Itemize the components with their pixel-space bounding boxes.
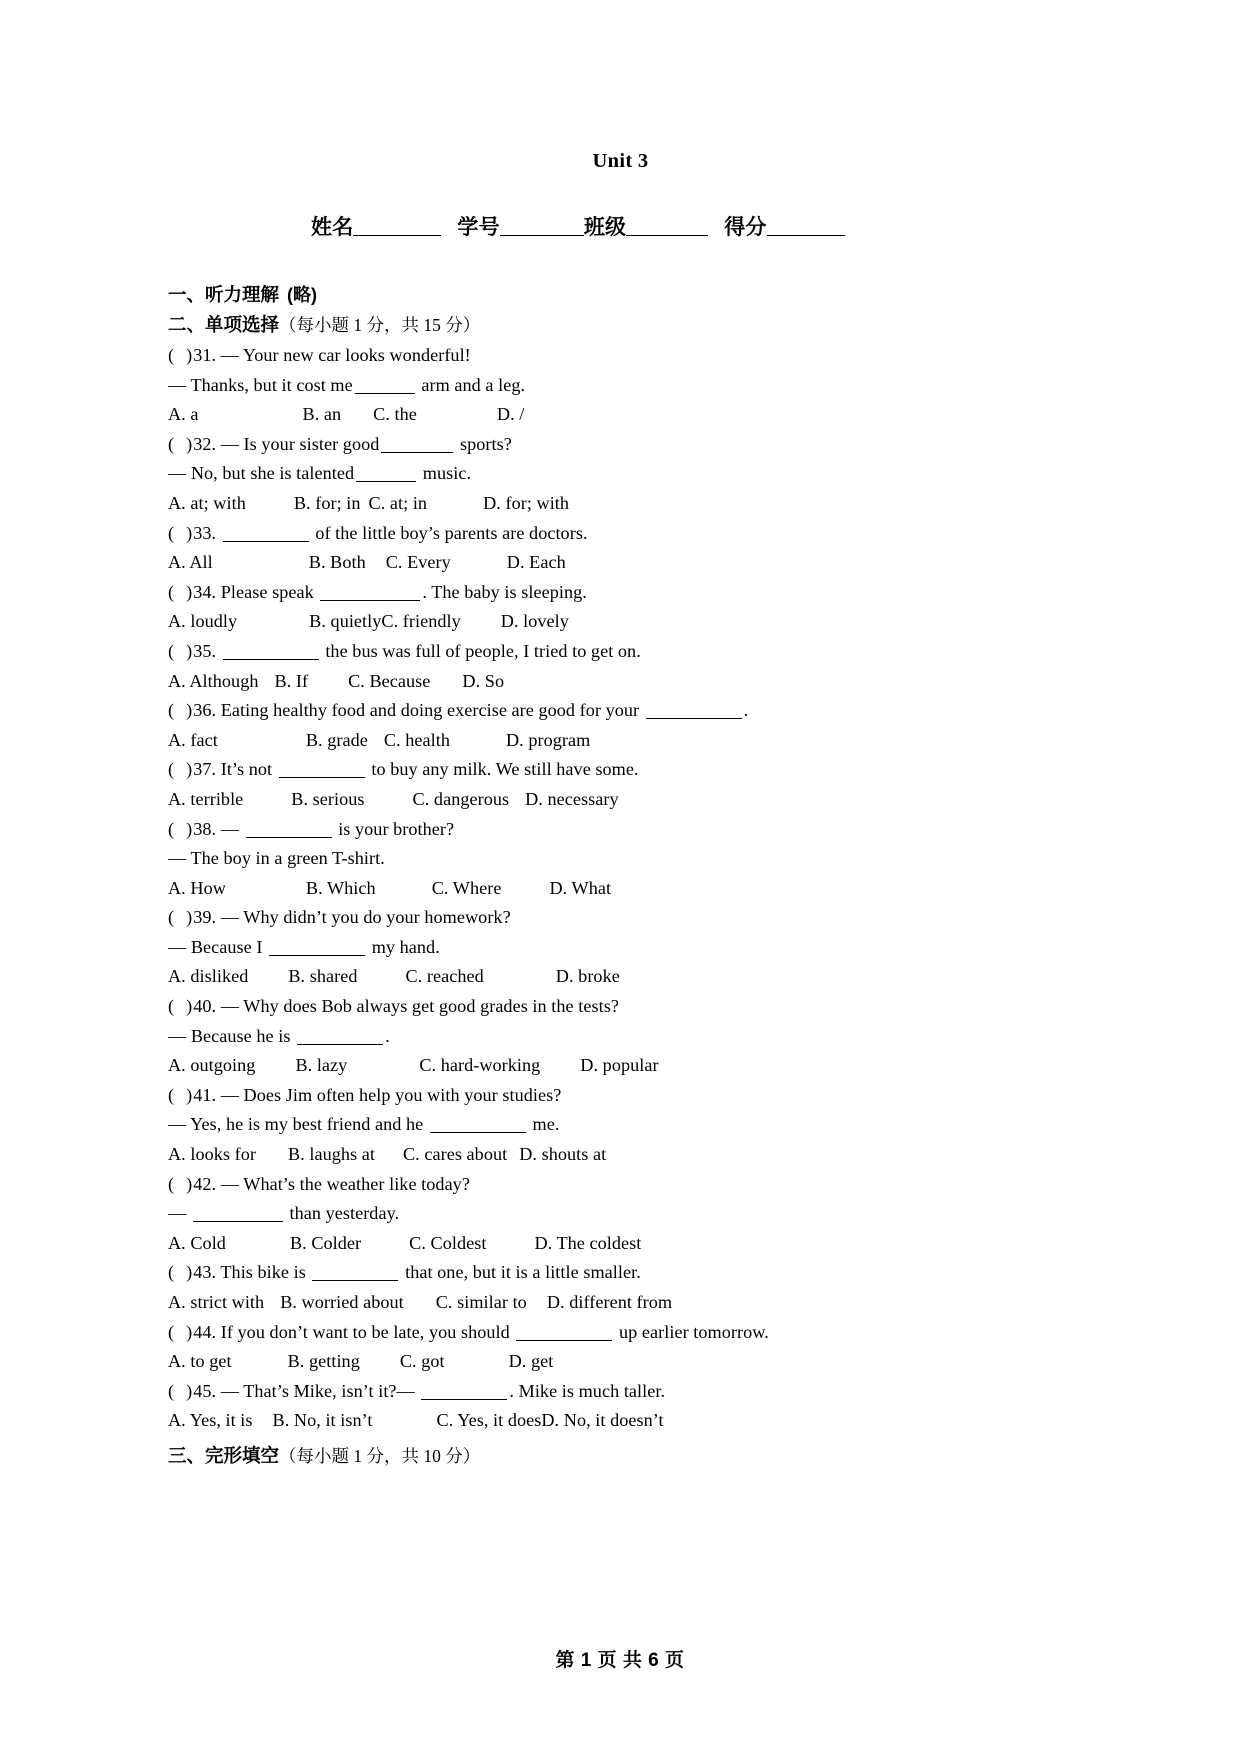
option-33-a[interactable]: A. All	[168, 552, 213, 573]
option-45-a[interactable]: A. Yes, it is	[168, 1410, 253, 1431]
section-heading-multiple-choice	[168, 311, 1088, 337]
answer-blank-39[interactable]	[269, 955, 365, 956]
option-42-b[interactable]: B. Colder	[289, 1232, 362, 1253]
options-row-45	[168, 1406, 1088, 1436]
option-36-d[interactable]: D. program	[505, 729, 591, 750]
question-stem-36	[168, 696, 1088, 726]
question-number-38: 38.	[193, 818, 217, 839]
option-36-c[interactable]: C. health	[383, 729, 450, 750]
option-37-d[interactable]: D. necessary	[525, 788, 619, 809]
stem-pre-34: Please speak	[220, 581, 314, 602]
answer-bracket-34[interactable]: ( )	[168, 581, 194, 602]
answer-bracket-44[interactable]: ( )	[168, 1321, 194, 1342]
question-text-42: — What’s the weather like today?	[220, 1173, 470, 1194]
question-stem-45	[168, 1377, 1088, 1407]
question-number-41: 41.	[193, 1084, 217, 1105]
answer-blank-31[interactable]	[355, 393, 415, 394]
reply-pre-39: — Because I	[168, 936, 263, 957]
stem-post-43: that one, but it is a little smaller.	[405, 1262, 641, 1283]
answer-bracket-33[interactable]: ( )	[168, 522, 194, 543]
answer-blank-37[interactable]	[279, 777, 365, 778]
options-row-33	[168, 548, 1088, 578]
option-39-b[interactable]: B. shared	[288, 966, 358, 987]
question-number-36: 36.	[193, 700, 217, 721]
answer-bracket-32[interactable]: ( )	[168, 433, 194, 454]
question-stem-32	[168, 430, 1088, 460]
stem-post-36: .	[743, 700, 749, 721]
options-row-41	[168, 1140, 1088, 1170]
reply-post-42: than yesterday.	[289, 1203, 400, 1224]
stem-pre-37: It’s not	[220, 759, 273, 780]
option-31-b[interactable]: B. an	[302, 404, 342, 425]
answer-blank-34[interactable]	[320, 600, 420, 601]
stem-pre-38: —	[220, 818, 239, 839]
stem-post-33: of the little boy’s parents are doctors.	[315, 522, 588, 543]
reply-pre-31: — Thanks, but it cost me	[168, 374, 353, 395]
section-name-2: 单项选择	[205, 314, 280, 335]
options-row-43	[168, 1288, 1088, 1318]
question-number-43: 43.	[193, 1262, 217, 1283]
question-stem-35	[168, 637, 1088, 667]
options-row-32	[168, 489, 1088, 519]
option-38-b[interactable]: B. Which	[305, 877, 376, 898]
option-41-a[interactable]: A. looks for	[168, 1144, 256, 1165]
option-33-d[interactable]: D. Each	[506, 552, 566, 573]
option-31-a[interactable]: A. a	[168, 404, 199, 425]
option-37-b[interactable]: B. serious	[291, 788, 365, 809]
answer-bracket-39[interactable]: ( )	[168, 907, 194, 928]
section-number-3: 三、	[168, 1444, 206, 1466]
options-row-42	[168, 1229, 1088, 1259]
option-33-b[interactable]: B. Both	[308, 552, 366, 573]
option-32-b[interactable]: B. for; in	[293, 492, 361, 513]
option-43-c[interactable]: C. similar to	[435, 1292, 527, 1312]
info-field-class	[584, 216, 708, 239]
section-note-3: （每小题 1 分，共 10 分）	[279, 1445, 481, 1466]
question-stem-39	[168, 903, 1088, 933]
reply-38: — The boy in a green T-shirt.	[168, 848, 385, 869]
answer-blank-40[interactable]	[297, 1044, 383, 1045]
question-number-35: 35.	[193, 640, 217, 661]
options-row-36	[168, 726, 1088, 756]
question-number-39: 39.	[193, 907, 217, 928]
page-title: Unit 3	[592, 150, 649, 172]
section-number-2: 二、	[168, 314, 206, 335]
stem-post-34: . The baby is sleeping.	[422, 581, 587, 602]
reply-pre-32: — No, but she is talented	[168, 463, 355, 484]
answer-bracket-38[interactable]: ( )	[168, 818, 194, 839]
option-42-c[interactable]: C. Coldest	[409, 1232, 487, 1253]
question-text-41: — Does Jim often help you with your studies?	[220, 1084, 562, 1105]
answer-blank-41[interactable]	[430, 1132, 526, 1133]
reply-post-31: arm and a leg.	[421, 374, 526, 395]
stem-pre-44: If you don’t want to be late, you should	[220, 1321, 510, 1342]
option-45-b[interactable]: B. No, it isn’t	[272, 1410, 373, 1431]
question-stem-38	[168, 815, 1088, 845]
reply-pre-41: — Yes, he is my best friend and he	[168, 1114, 424, 1135]
answer-blank-38[interactable]	[246, 837, 332, 838]
option-35-c[interactable]: C. Because	[348, 670, 431, 691]
question-stem-43	[168, 1258, 1088, 1288]
page-footer: 第 1 页 共 6 页	[555, 1650, 685, 1671]
section-heading-listening	[168, 281, 1088, 307]
option-39-a[interactable]: A. disliked	[168, 966, 249, 987]
question-reply-38	[168, 844, 1088, 874]
answer-bracket-45[interactable]: ( )	[168, 1380, 194, 1401]
question-stem-31	[168, 341, 1088, 371]
option-40-b[interactable]: B. lazy	[295, 1055, 348, 1076]
section-heading-cloze	[168, 1442, 1088, 1468]
stem-pre-45: — That’s Mike, isn’t it?—	[220, 1380, 415, 1401]
question-stem-37	[168, 755, 1088, 785]
option-42-a[interactable]: A. Cold	[168, 1232, 226, 1253]
reply-post-39: my hand.	[371, 936, 440, 957]
question-stem-33	[168, 519, 1088, 549]
reply-post-41: me.	[532, 1114, 560, 1135]
answer-bracket-35[interactable]: ( )	[168, 640, 194, 661]
stem-post-32: sports?	[460, 433, 512, 454]
info-blank-studentid[interactable]	[500, 235, 584, 236]
question-stem-42	[168, 1170, 1088, 1200]
question-reply-41	[168, 1110, 1088, 1140]
options-row-37	[168, 785, 1088, 815]
option-36-a[interactable]: A. fact	[168, 729, 218, 750]
answer-bracket-41[interactable]: ( )	[168, 1084, 194, 1105]
option-39-c[interactable]: C. reached	[405, 966, 484, 987]
option-35-b[interactable]: B. If	[274, 670, 309, 691]
info-label-class: 班级	[583, 216, 627, 239]
info-field-name	[311, 216, 441, 239]
reply-pre-40: — Because he is	[168, 1025, 291, 1046]
option-44-d[interactable]: D. get	[508, 1351, 554, 1372]
section-name-1: 听力理解	[205, 284, 280, 305]
question-stem-40	[168, 992, 1088, 1022]
option-40-d[interactable]: D. popular	[580, 1055, 659, 1076]
options-row-38	[168, 874, 1088, 904]
answer-bracket-31[interactable]: ( )	[168, 345, 194, 365]
options-row-44	[168, 1347, 1088, 1377]
answer-bracket-37[interactable]: ( )	[168, 759, 194, 780]
reply-post-32: music.	[422, 463, 472, 484]
answer-blank-32-1[interactable]	[381, 452, 453, 453]
question-reply-39	[168, 933, 1088, 963]
answer-bracket-42[interactable]: ( )	[168, 1173, 194, 1194]
question-reply-42	[168, 1199, 1088, 1229]
option-44-a[interactable]: A. to get	[168, 1351, 232, 1372]
option-35-a[interactable]: A. Although	[168, 670, 259, 691]
question-stem-34	[168, 578, 1088, 608]
stem-post-44: up earlier tomorrow.	[619, 1321, 769, 1342]
option-42-d[interactable]: D. The coldest	[534, 1232, 642, 1253]
stem-post-38: is your brother?	[338, 818, 455, 839]
reply-post-40: .	[385, 1025, 390, 1046]
reply-pre-42: —	[168, 1203, 187, 1224]
option-32-d[interactable]: D. for; with	[483, 492, 570, 513]
option-40-a[interactable]: A. outgoing	[168, 1055, 256, 1076]
page-content	[168, 0, 1088, 1468]
question-reply-32	[168, 459, 1088, 489]
option-38-c[interactable]: C. Where	[431, 877, 502, 898]
options-row-31	[168, 400, 1088, 430]
stem-pre-43: This bike is	[220, 1262, 306, 1283]
option-38-a[interactable]: A. How	[168, 877, 226, 898]
info-blank-class[interactable]	[626, 235, 708, 236]
options-row-34	[168, 607, 1088, 637]
option-35-d[interactable]: D. So	[462, 670, 505, 691]
option-37-a[interactable]: A. terrible	[168, 788, 244, 809]
section-note-2: （每小题 1 分，共 15 分）	[279, 315, 481, 335]
question-number-34: 34.	[193, 581, 217, 602]
info-field-score	[724, 216, 844, 239]
option-41-b[interactable]: B. laughs at	[288, 1144, 375, 1165]
answer-bracket-40[interactable]: ( )	[168, 996, 194, 1017]
option-45-d[interactable]: D. No, it doesn’t	[541, 1410, 664, 1431]
question-number-32: 32.	[193, 433, 217, 454]
question-text-40: — Why does Bob always get good grades in the tests?	[220, 996, 619, 1017]
answer-blank-42[interactable]	[193, 1221, 283, 1222]
answer-blank-32-2[interactable]	[356, 481, 416, 482]
option-40-c[interactable]: C. hard-working	[419, 1055, 541, 1076]
option-31-d[interactable]: D. /	[496, 404, 525, 425]
question-number-42: 42.	[193, 1173, 217, 1194]
option-43-b[interactable]: B. worried about	[280, 1292, 404, 1312]
info-label-score: 得分	[724, 216, 767, 239]
option-45-c[interactable]: C. Yes, it does	[436, 1410, 542, 1431]
answer-blank-43[interactable]	[312, 1280, 398, 1281]
option-34-a[interactable]: A. loudly	[168, 611, 238, 632]
question-number-45: 45.	[193, 1380, 217, 1401]
option-38-d[interactable]: D. What	[549, 877, 612, 898]
answer-bracket-43[interactable]: ( )	[168, 1262, 194, 1283]
section-number-1: 一、	[168, 284, 206, 305]
question-stem-41	[168, 1081, 1088, 1111]
info-label-studentid: 学号	[457, 216, 500, 239]
options-row-40	[168, 1051, 1088, 1081]
section-note-1: (略)	[287, 285, 318, 305]
info-field-studentid	[457, 216, 583, 239]
option-33-c[interactable]: C. Every	[385, 552, 451, 573]
stem-pre-36: Eating healthy food and doing exercise are good for your	[220, 700, 640, 721]
option-41-d[interactable]: D. shouts at	[519, 1144, 607, 1165]
option-41-c[interactable]: C. cares about	[402, 1144, 508, 1165]
option-34-d[interactable]: D. lovely	[500, 611, 569, 632]
answer-blank-36[interactable]	[646, 718, 742, 719]
option-39-d[interactable]: D. broke	[555, 966, 620, 987]
answer-blank-45[interactable]	[421, 1399, 507, 1400]
question-number-33: 33.	[193, 522, 217, 543]
option-34-c[interactable]: C. friendly	[381, 611, 461, 632]
answer-blank-33[interactable]	[223, 541, 309, 542]
answer-bracket-36[interactable]: ( )	[168, 700, 194, 721]
answer-blank-44[interactable]	[516, 1340, 612, 1341]
question-number-40: 40.	[193, 996, 217, 1017]
student-info-line	[311, 211, 1088, 241]
answer-blank-35[interactable]	[223, 659, 319, 660]
options-row-39	[168, 962, 1088, 992]
stem-post-35: the bus was full of people, I tried to get on.	[325, 640, 641, 661]
stem-pre-32: — Is your sister good	[220, 433, 380, 454]
option-37-c[interactable]: C. dangerous	[412, 788, 510, 809]
question-reply-31	[168, 371, 1088, 401]
info-blank-score[interactable]	[767, 235, 845, 236]
option-32-a[interactable]: A. at; with	[168, 492, 246, 513]
question-number-44: 44.	[193, 1321, 217, 1342]
options-row-35	[168, 667, 1088, 697]
stem-post-37: to buy any milk. We still have some.	[371, 759, 639, 780]
option-44-b[interactable]: B. getting	[287, 1351, 360, 1372]
stem-post-45: . Mike is much taller.	[509, 1380, 666, 1401]
option-43-d[interactable]: D. different from	[546, 1292, 673, 1312]
question-text-39: — Why didn’t you do your homework?	[220, 907, 511, 928]
question-number-31: 31.	[193, 345, 217, 365]
option-44-c[interactable]: C. got	[399, 1351, 445, 1372]
info-label-name: 姓名	[311, 216, 354, 239]
option-36-b[interactable]: B. grade	[305, 729, 368, 750]
option-34-b[interactable]: B. quietly	[309, 611, 382, 632]
question-reply-40	[168, 1022, 1088, 1052]
question-number-37: 37.	[193, 759, 217, 780]
question-stem-44	[168, 1318, 1088, 1348]
option-31-c[interactable]: C. the	[373, 404, 417, 425]
option-32-c[interactable]: C. at; in	[368, 492, 428, 513]
info-blank-name[interactable]	[353, 235, 441, 236]
option-43-a[interactable]: A. strict with	[168, 1292, 265, 1312]
question-text-31: — Your new car looks wonderful!	[220, 345, 471, 365]
section-name-3: 完形填空	[205, 1444, 280, 1466]
